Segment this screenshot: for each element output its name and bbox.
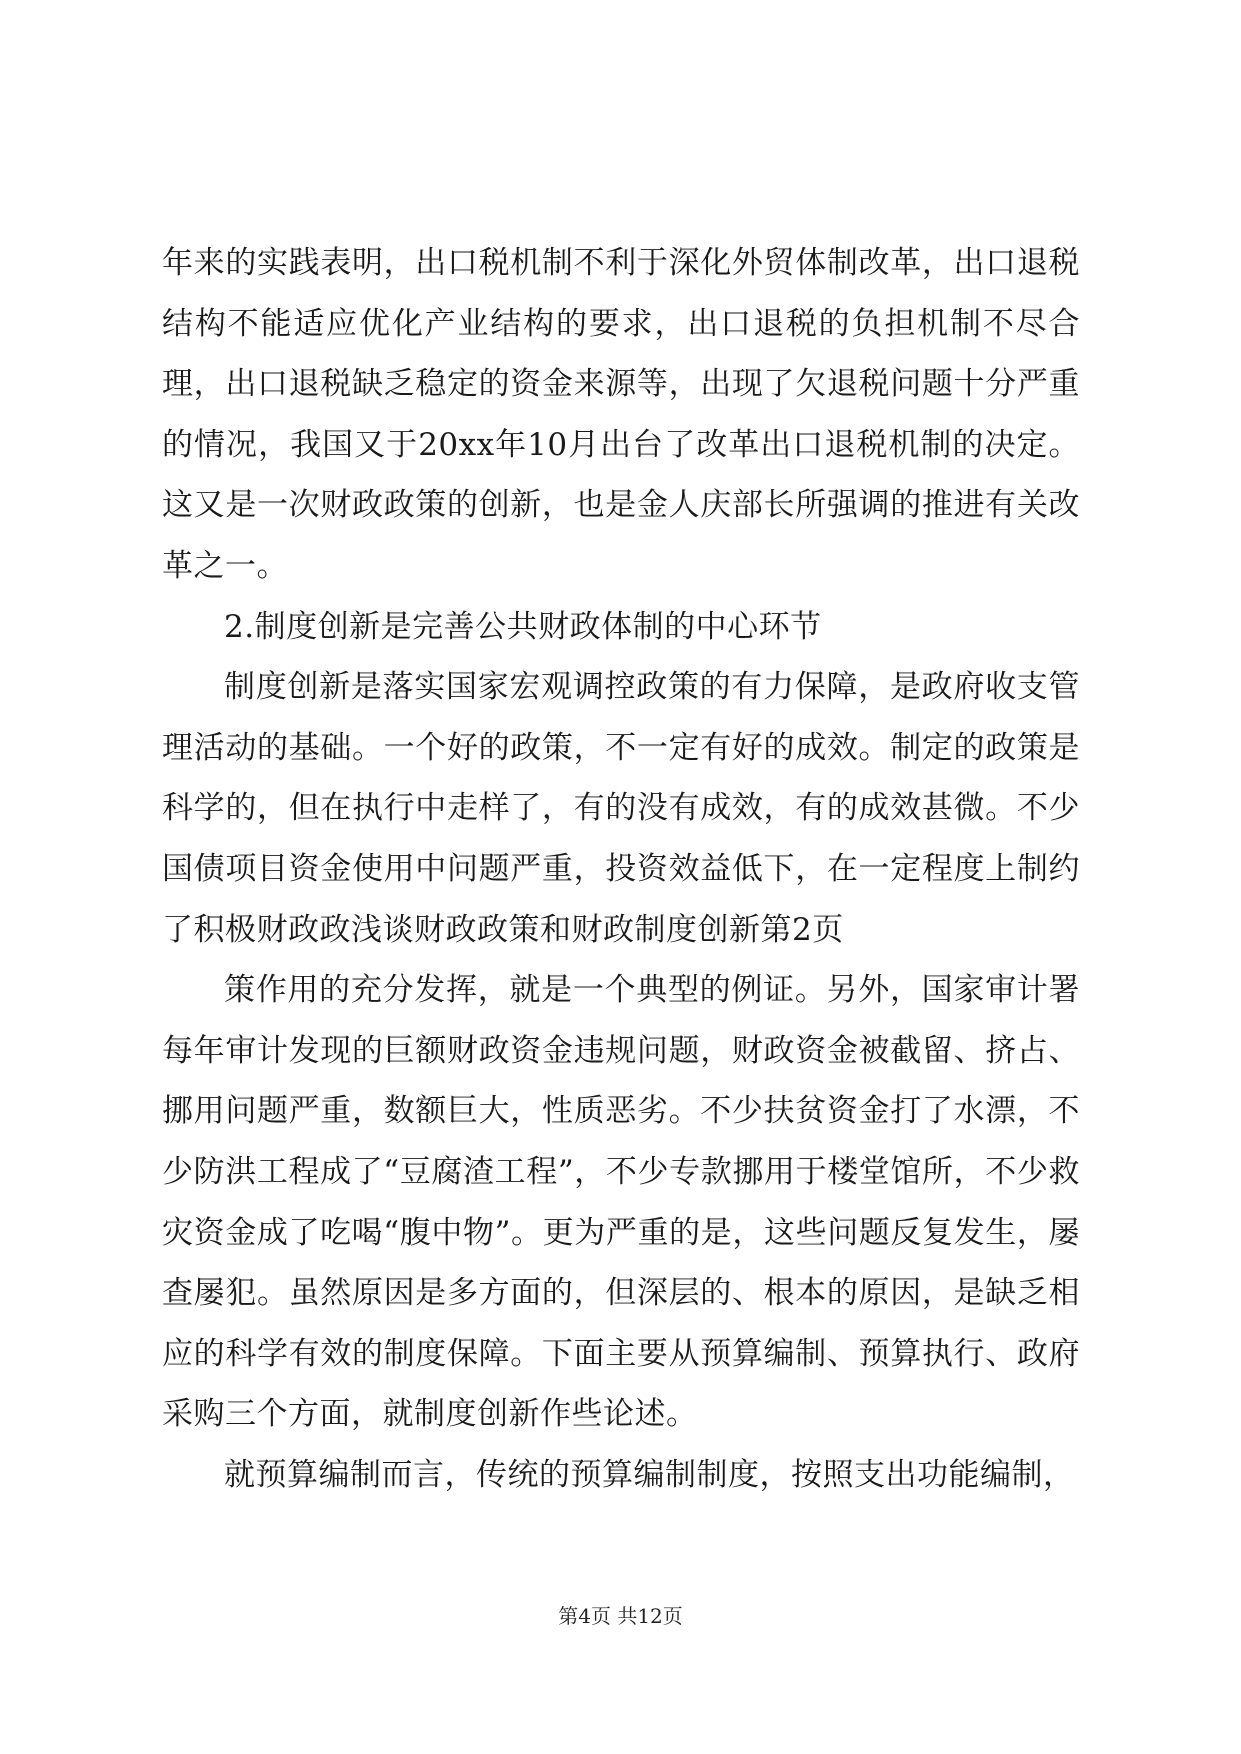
paragraph-continued: 年来的实践表明，出口税机制不利于深化外贸体制改革，出口退税结构不能适应优化产业结构的要求，出口退税的负担机制不尽合理，出口退税缺乏稳定的资金来源等，出现了欠退税问题十分严重的情况，我国又于20xx年10月出台了改革出口退税机制的决定。这又是一次财政政策的创新，也是金人庆部长所强调的推进有关改革之一。 bbox=[162, 245, 1080, 584]
section-heading: 2.制度创新是完善公共财政体制的中心环节 bbox=[224, 608, 822, 645]
page-footer: 第4页 共12页 bbox=[558, 1604, 683, 1628]
body-text bbox=[162, 233, 1080, 1505]
paragraph: 策作用的充分发挥，就是一个典型的例证。另外，国家审计署每年审计发现的巨额财政资金违规问题，财政资金被截留、挤占、挪用问题严重，数额巨大，性质恶劣。不少扶贫资金打了水漂，不少防洪工程成了“豆腐渣工程”，不少专款挪用于楼堂馆所，不少救灾资金成了吃喝“腹中物”。更为严重的是，这些问题反复发生，屡查屡犯。虽然原因是多方面的，但深层的、根本的原因，是缺乏相应的科学有效的制度保障。下面主要从预算编制、预算执行、政府采购三个方面，就制度创新作些论述。 bbox=[162, 972, 1080, 1433]
paragraph: 制度创新是落实国家宏观调控政策的有力保障，是政府收支管理活动的基础。一个好的政策，不一定有好的成效。制定的政策是科学的，但在执行中走样了，有的没有成效，有的成效甚微。不少国债项目资金使用中问题严重，投资效益低下，在一定程度上制约了积极财政政浅谈财政政策和财政制度创新第2页 bbox=[162, 669, 1080, 948]
paragraph: 就预算编制而言，传统的预算编制制度，按照支出功能编制， bbox=[224, 1456, 1075, 1493]
